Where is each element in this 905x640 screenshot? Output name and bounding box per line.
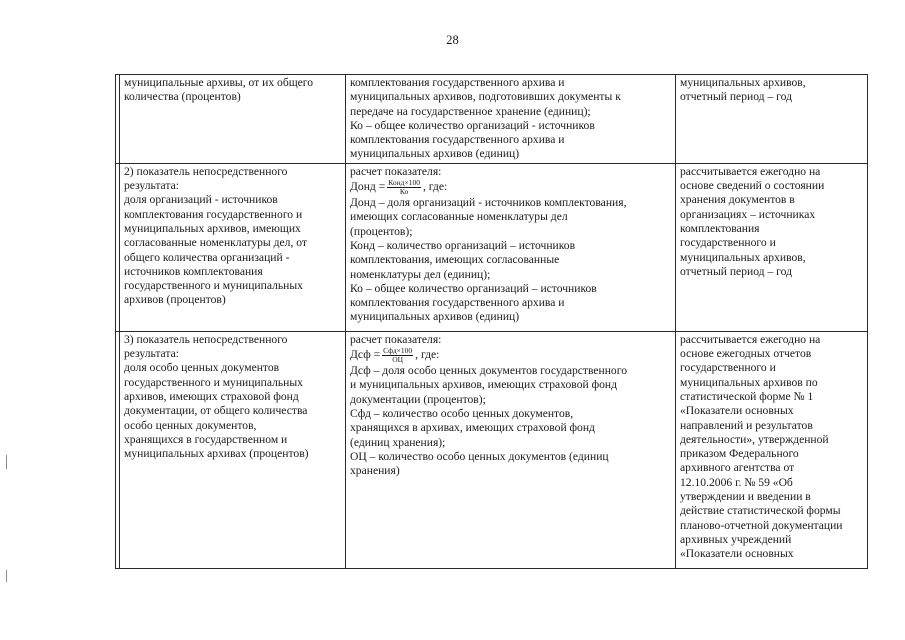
calculation-cell [346, 163, 676, 331]
formula-numerator: Сфд×100 [383, 346, 413, 356]
formula [350, 179, 447, 196]
scan-mark [6, 455, 7, 469]
source-cell [676, 163, 868, 331]
formula-fraction [387, 179, 421, 196]
source-text: рассчитывается ежегодно на основе сведений о состоянии хранения документов в организациях – источниках комплектования государственного и муниципальных архивов, отчетный период – год [680, 164, 825, 278]
formula-denominator: ОЦ [392, 355, 404, 365]
source-text: рассчитывается ежегодно на основе ежегодных отчетов государственного и муниципальных архивов по статистической форме № 1 «Показатели основных направлений и результатов деятельности», утвержденной приказом Федерального архивного агентства от 12.10.2006 г. № 59 «Об утверждении и введении в действие статистической формы планово-отчетной документации архивных учреждений «Показатели основных [680, 332, 843, 561]
formula-numerator: Конд×100 [388, 178, 420, 188]
formula-lhs: Донд = [350, 180, 386, 194]
calculation-intro: расчет показателя: [350, 332, 442, 346]
formula-fraction [382, 347, 413, 364]
source-text: муниципальных архивов, отчетный период – год [680, 76, 806, 104]
indicator-name-text: 3) показатель непосредственного результата: доля особо ценных документов государственного и муниципальных архивов, имеющих страховой фонд документации, от общего количества особо ценных документов, хранящихся в государственном и муниципальных архивах (процентов) [124, 332, 309, 461]
indicator-name-text: муниципальные архивы, от их общего количества (процентов) [124, 76, 314, 104]
indicator-name-cell [120, 163, 346, 331]
source-cell [676, 331, 868, 568]
scan-mark [6, 570, 7, 582]
formula [350, 347, 439, 364]
calculation-text: Донд – доля организаций - источников комплектования, имеющих согласованные номенклатуры дел (процентов); Конд – количество организаций – источников комплектования, имеющих согласованные номенклатуры дел (единиц); Ко – общее количество организаций – источников комплектования государственного архива и муниципальных архивов (единиц) [350, 196, 627, 324]
calculation-text: комплектования государственного архива и муниципальных архивов, подготовивших документы к передаче на государственное хранение (единиц); Ко – общее количество организаций - источников комплектования государственного архива и муниципальных архивов (единиц) [350, 76, 621, 161]
table-row [116, 331, 868, 568]
indicators-table [115, 74, 868, 569]
calculation-text: Дсф – доля особо ценных документов государственного и муниципальных архивов, имеющих страховой фонд документации (процентов); Сфд – количество особо ценных документов, хранящихся в архивах, имеющих страховой фонд (единиц хранения); ОЦ – количество особо ценных документов (единиц хранения) [350, 364, 627, 478]
formula-denominator: Ко [399, 187, 409, 197]
source-cell [676, 75, 868, 164]
indicator-name-text: 2) показатель непосредственного результата: доля организаций - источников комплектования государственного и муниципальных архивов, имеющих согласованные номенклатуры дел, от общего количества организаций - источников комплектования государственного и муниципальных архивов (процентов) [124, 164, 307, 307]
formula-lhs: Дсф = [350, 348, 381, 362]
table-row [116, 75, 868, 164]
formula-suffix: , где: [415, 348, 440, 362]
calculation-cell [346, 75, 676, 164]
table-row [116, 163, 868, 331]
calculation-intro: расчет показателя: [350, 164, 442, 178]
indicator-name-cell [120, 331, 346, 568]
indicator-name-cell [120, 75, 346, 164]
page-number: 28 [446, 33, 459, 47]
calculation-cell [346, 331, 676, 568]
formula-suffix: , где: [422, 180, 448, 194]
